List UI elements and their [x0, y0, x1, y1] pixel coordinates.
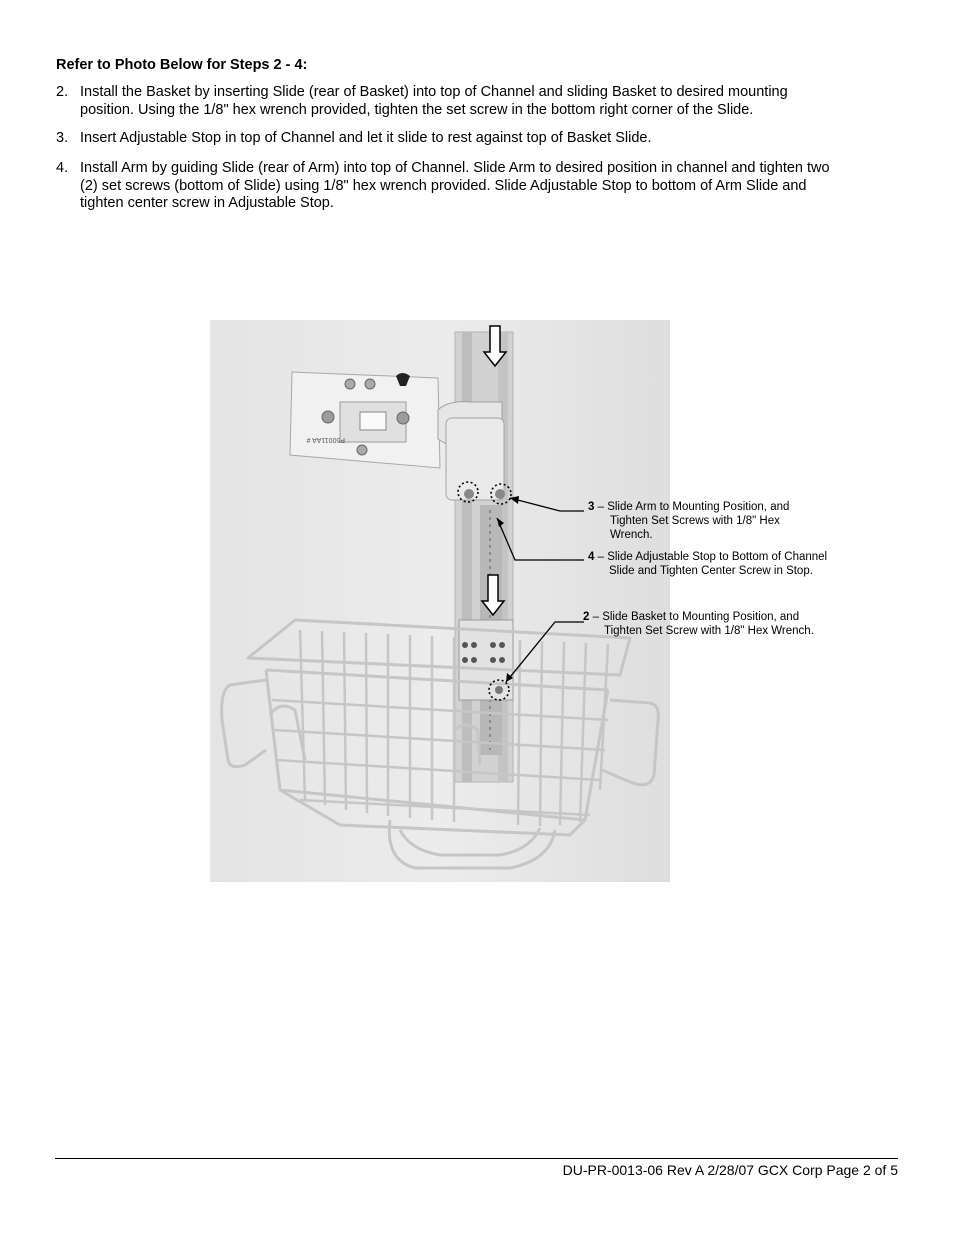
step-line: Install the Basket by inserting Slide (rear of Basket) into top of Channel and sliding Basket to desired mounting	[80, 84, 788, 100]
callout-step-4	[588, 550, 827, 578]
step-line: position. Using the 1/8" hex wrench provided, tighten the set screw in the bottom right corner of the Slide.	[80, 101, 754, 118]
callout-number: 3	[588, 501, 595, 513]
step-line: (2) set screws (bottom of Slide) using 1/8" hex wrench provided. Slide Adjustable Stop to bottom of Arm Slide and	[80, 177, 807, 194]
callout-text: Wrench.	[610, 529, 653, 541]
product-photo	[210, 320, 670, 882]
callout-text: Tighten Set Screw with 1/8" Hex Wrench.	[604, 625, 814, 637]
callout-text: Tighten Set Screws with 1/8" Hex	[610, 515, 780, 527]
callout-text: – Slide Adjustable Stop to Bottom of Channel	[594, 551, 828, 563]
callout-step-3	[588, 500, 789, 542]
callout-text: Slide and Tighten Center Screw in Stop.	[609, 565, 813, 577]
page-footer: DU-PR-0013-06 Rev A 2/28/07 GCX Corp Page 2 of 5	[562, 1162, 898, 1178]
callout-step-2	[583, 610, 814, 638]
step-number: 4.	[56, 160, 69, 176]
instructions-heading: Refer to Photo Below for Steps 2 - 4:	[56, 57, 308, 73]
step-number: 3.	[56, 130, 69, 146]
callout-text: – Slide Arm to Mounting Position, and	[594, 501, 790, 513]
step-line: Install Arm by guiding Slide (rear of Arm) into top of Channel. Slide Arm to desired position in channel and tighten two	[80, 160, 830, 176]
callout-text: – Slide Basket to Mounting Position, and	[589, 611, 800, 623]
footer-divider	[55, 1158, 898, 1159]
step-4	[56, 160, 906, 213]
step-line: Insert Adjustable Stop in top of Channel and let it slide to rest against top of Basket Slide.	[80, 130, 652, 146]
step-line: tighten center screw in Adjustable Stop.	[80, 195, 334, 211]
callout-number: 4	[588, 551, 595, 563]
step-2	[56, 84, 906, 119]
callout-number: 2	[583, 611, 590, 623]
step-number: 2.	[56, 84, 69, 100]
photo-label: P50011AA #	[306, 436, 345, 443]
step-3	[56, 130, 906, 148]
